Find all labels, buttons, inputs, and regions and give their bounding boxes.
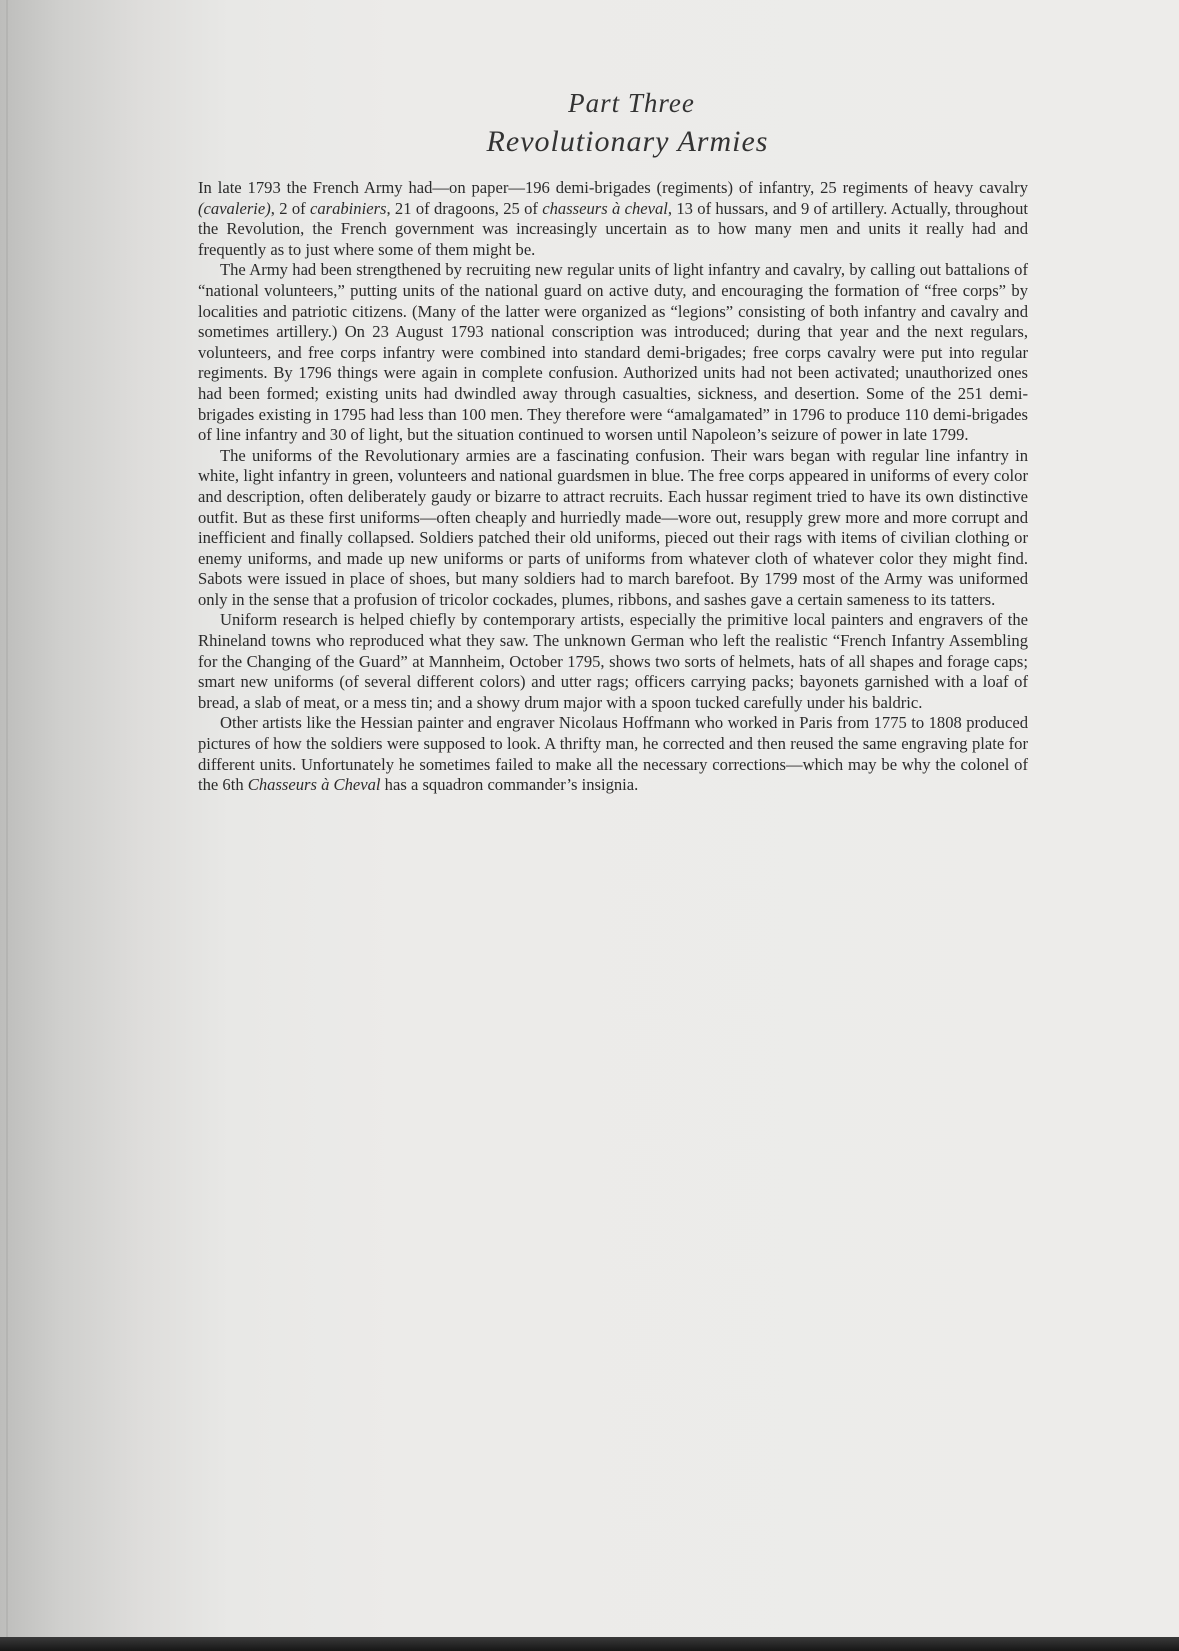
paragraph-1 (198, 178, 1028, 260)
page-gutter (6, 0, 8, 1651)
paragraph-5 (198, 713, 1028, 795)
paragraph-5-text-2: has a squadron commander’s insignia. (380, 775, 639, 795)
paragraph-5-italic-1: Chasseurs à Cheval (247, 775, 381, 795)
paragraph-4: Uniform research is helped chiefly by contemporary artists, especially the primitive local painters and engravers of the Rhineland towns who reproduced what they saw. The unknown German who left the realistic “French Infantry Assembling for the Changing of the Guard” at Mannheim, October 1795, shows two sorts of helmets, hats of all shapes and forage caps; smart new uniforms (of several different colors) and utter rags; officers carrying packs; bayonets garnished with a loaf of bread, a slab of meat, or a mess tin; and a showy drum major with a spoon tucked carefully under his baldric. (198, 610, 1028, 712)
paragraph-2: The Army had been strengthened by recruiting new regular units of light infantry and cavalry, by calling out battalions of “national volunteers,” putting units of the national guard on active duty, and encouraging the formation of “free corps” by localities and patriotic citizens. (Many of the latter were organized as “legions” consisting of both infantry and cavalry and sometimes artillery.) On 23 August 1793 national conscription was introduced; during that year and the next regulars, volunteers, and free corps infantry were combined into standard demi-brigades; free corps cavalry were put into regular regiments. By 1796 things were again in complete confusion. Authorized units had not been activated; unauthorized ones had been formed; existing units had dwindled away through casualties, sickness, and desertion. Some of the 251 demi-brigades existing in 1795 had less than 100 men. They therefore were “amalgamated” in 1796 to produce 110 demi-brigades of line infantry and 30 of light, but the situation continued to worsen until Napoleon’s seizure of power in late 1799. (198, 260, 1028, 445)
paragraph-1-text-1: In late 1793 the French Army had—on paper—196 demi-brigades (regiments) of infantry, 25 regiments of heavy cavalry (198, 178, 1028, 197)
paragraph-1-text-3: , 21 of dragoons, 25 of (386, 198, 543, 218)
part-title: Revolutionary Armies (486, 125, 769, 158)
paragraph-1-text-4: , 13 of hussars, and 9 of artillery. Actually, throughout the Revolution, the French government was increasingly uncertain as to how many men and units it really had and frequently as to just where some of them might be. (198, 198, 1028, 259)
chapter-heading (0, 86, 1179, 160)
part-label: Part Three (568, 88, 695, 118)
body-text (198, 178, 1028, 796)
paragraph-1-text-2: , 2 of (270, 198, 310, 218)
paragraph-1-italic-2: carabiniers (309, 198, 387, 218)
paragraph-1-italic-3: chasseurs à cheval (542, 198, 668, 218)
paragraph-5-text-1: Other artists like the Hessian painter and engraver Nicolaus Hoffmann who worked in Paris from 1775 to 1808 produced pictures of how the soldiers were supposed to look. A thrifty man, he corrected and then reused the same engraving plate for different units. Unfortunately he sometimes failed to make all the necessary corrections—which may be why the colonel of the 6th (198, 713, 1028, 795)
paragraph-1-italic-1: (cavalerie) (198, 198, 271, 218)
paragraph-3: The uniforms of the Revolutionary armies are a fascinating confusion. Their wars began with regular line infantry in white, light infantry in green, volunteers and national guardsmen in blue. The free corps appeared in uniforms of every color and description, often deliberately gaudy or bizarre to attract recruits. Each hussar regiment tried to have its own distinctive outfit. But as these first uniforms—often cheaply and hurriedly made—wore out, resupply grew more and more corrupt and inefficient and finally collapsed. Soldiers patched their old uniforms, pieced out their rags with items of civilian clothing or enemy uniforms, and made up new uniforms or parts of uniforms from whatever cloth of whatever color they might find. Sabots were issued in place of shoes, but many soldiers had to march barefoot. By 1799 most of the Army was uniformed only in the sense that a profusion of tricolor cockades, plumes, ribbons, and sashes gave a certain sameness to its tatters. (198, 445, 1028, 609)
scan-bottom-edge (0, 1637, 1179, 1651)
